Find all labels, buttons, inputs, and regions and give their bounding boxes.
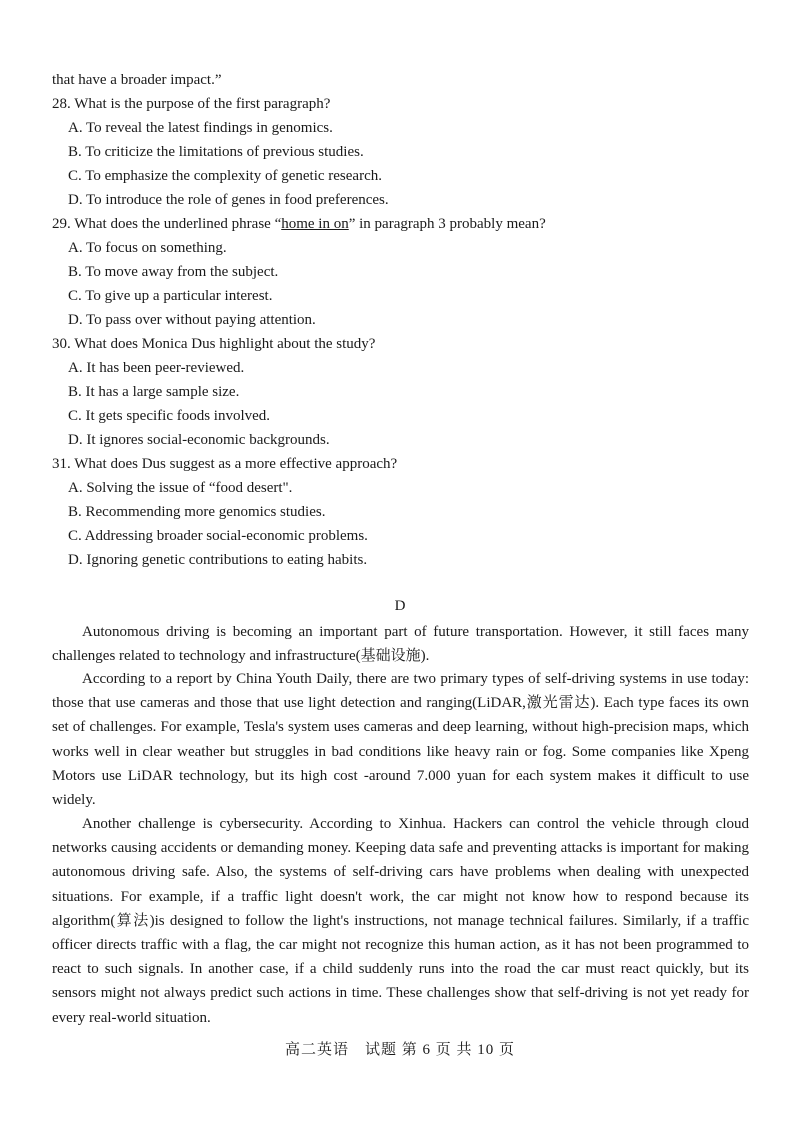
page-footer: 高二英语 试题 第 6 页 共 10 页 <box>284 1042 515 1058</box>
question-option: C. To give up a particular interest. <box>68 288 273 304</box>
continuation-text: that have a broader impact.” <box>52 72 222 88</box>
question-option: C. Addressing broader social-economic problems. <box>68 528 368 544</box>
question-stem-30: 30. What does Monica Dus highlight about the study? <box>52 336 376 352</box>
passage-paragraph-2: According to a report by China Youth Daily, there are two primary types of self-driving systems in use today: those that use cameras and those that use light detection and ranging(LiDAR,激光雷达). Each type faces its own set of challenges. For example, Tesla's system uses cameras and deep learning, without high-precision maps, which works well in clear weather but struggles in bad conditions like heavy rain or fog. Some companies like Xpeng Motors use LiDAR technology, but its high cost -around 7.000 yuan for each system makes it difficult to use widely. <box>52 671 749 809</box>
passage-paragraph-1: Autonomous driving is becoming an important part of future transportation. However, it still faces many challenges related to technology and infrastructure(基础设施). <box>52 624 749 665</box>
question-stem-29: 29. What does the underlined phrase “home in on” in paragraph 3 probably mean? <box>52 216 546 232</box>
section-title: D <box>394 598 406 614</box>
question-option: D. It ignores social-economic backgrounds. <box>68 432 330 448</box>
question-option: D. Ignoring genetic contributions to eating habits. <box>68 552 368 568</box>
question-option: B. It has a large sample size. <box>68 384 240 400</box>
question-option: C. It gets specific foods involved. <box>68 408 271 424</box>
question-option: C. To emphasize the complexity of genetic research. <box>68 168 382 184</box>
question-option: D. To pass over without paying attention. <box>68 312 316 328</box>
question-option: B. To criticize the limitations of previous studies. <box>68 144 364 160</box>
question-option: B. Recommending more genomics studies. <box>68 504 326 520</box>
question-option: B. To move away from the subject. <box>68 264 279 280</box>
question-option: D. To introduce the role of genes in food preferences. <box>68 192 389 208</box>
question-option: A. To reveal the latest findings in genomics. <box>68 120 333 136</box>
question-option: A. It has been peer-reviewed. <box>68 360 245 376</box>
question-stem-28: 28. What is the purpose of the first paragraph? <box>52 96 331 112</box>
question-option: A. Solving the issue of “food desert". <box>68 480 293 496</box>
underlined-phrase: home in on <box>281 216 349 232</box>
question-stem-31: 31. What does Dus suggest as a more effective approach? <box>52 456 398 472</box>
question-option: A. To focus on something. <box>68 240 227 256</box>
passage-paragraph-3: Another challenge is cybersecurity. According to Xinhua. Hackers can control the vehicle through cloud networks causing accidents or demanding money. Keeping data safe and preventing attacks is important for making autonomous driving safe. Also, the systems of self-driving cars have problems when dealing with unexpected situations. For example, if a traffic light doesn't work, the car might not know how to respond because its algorithm(算法)is designed to follow the light's instructions, not manage technical failures. Similarly, if a traffic officer directs traffic with a flag, the car might not recognize this human action, as it has not been programmed to react to such signals. In another case, if a child suddenly runs into the road the car must react quickly, but its sensors might not always predict such actions in time. These challenges show that self-driving is not yet ready for every real-world situation. <box>52 816 749 1026</box>
